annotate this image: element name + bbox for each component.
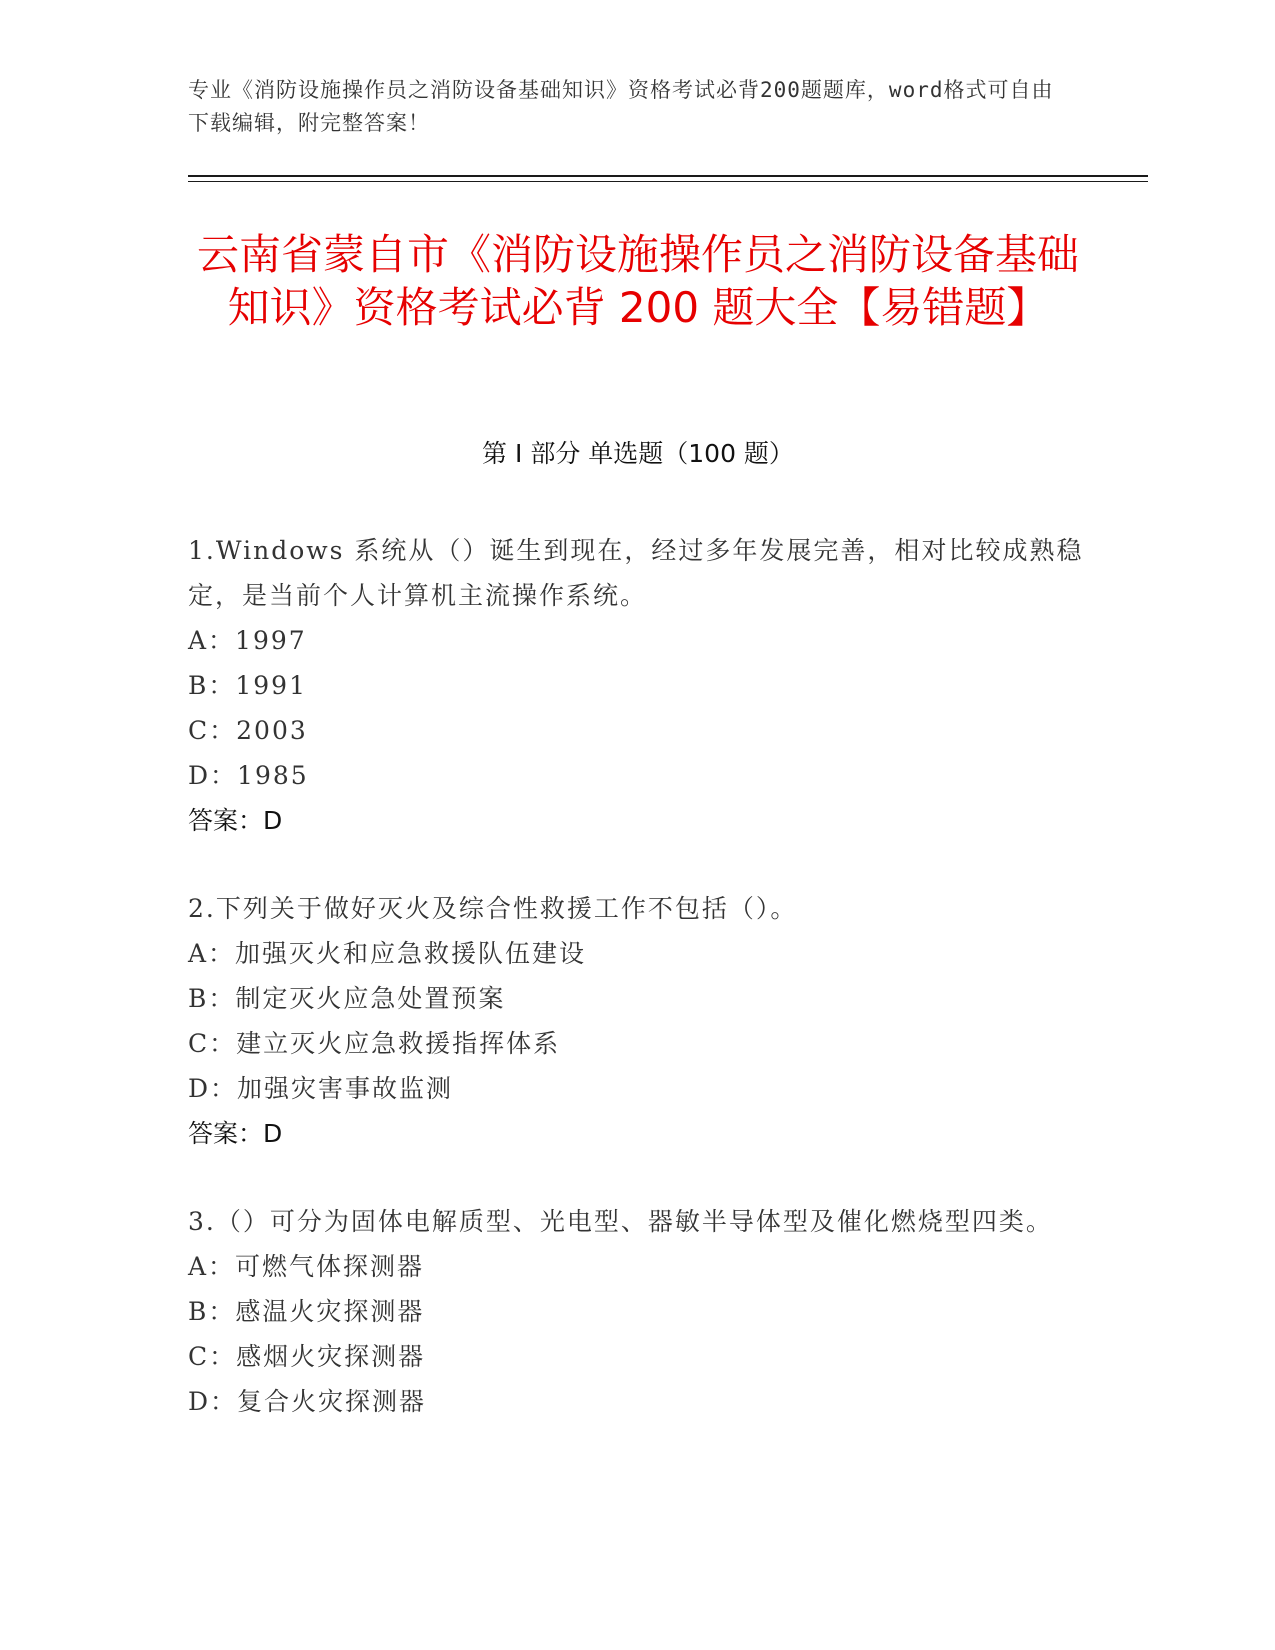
question-stem: 3.（）可分为固体电解质型、光电型、器敏半导体型及催化燃烧型四类。 <box>188 1207 1053 1236</box>
question-stem: 2.下列关于做好灭火及综合性救援工作不包括（）。 <box>188 894 798 923</box>
option-d: D：复合火灾探测器 <box>188 1387 427 1416</box>
option-a: A：可燃气体探测器 <box>188 1252 425 1281</box>
question-3 <box>188 1199 1088 1424</box>
question-list <box>188 528 1088 1467</box>
question-stem: 1.Windows 系统从（）诞生到现在，经过多年发展完善，相对比较成熟稳定，是当前个人计算机主流操作系统。 <box>188 536 1084 610</box>
header-note: 专业《消防设施操作员之消防设备基础知识》资格考试必背200题题库，word格式可自由下载编辑，附完整答案！ <box>188 78 1054 135</box>
header-divider-thin <box>188 181 1148 182</box>
option-c: C：建立灭火应急救援指挥体系 <box>188 1029 561 1058</box>
answer: 答案：D <box>188 806 283 835</box>
option-d: D：1985 <box>188 761 309 790</box>
option-b: B：感温火灾探测器 <box>188 1297 425 1326</box>
header-divider <box>188 175 1148 177</box>
option-a: A：1997 <box>188 626 307 655</box>
option-b: B：1991 <box>188 671 307 700</box>
question-1 <box>188 528 1088 843</box>
section-heading: 第 I 部分 单选题（100 题） <box>482 439 794 468</box>
option-c: C：2003 <box>188 716 308 745</box>
option-a: A：加强灭火和应急救援队伍建设 <box>188 939 587 968</box>
option-b: B：制定灭火应急处置预案 <box>188 984 506 1013</box>
document-title: 云南省蒙自市《消防设施操作员之消防设备基础知识》资格考试必背 200 题大全【易错题】 <box>196 230 1079 332</box>
answer: 答案：D <box>188 1119 283 1148</box>
option-c: C：感烟火灾探测器 <box>188 1342 426 1371</box>
question-2 <box>188 886 1088 1156</box>
option-d: D：加强灾害事故监测 <box>188 1074 454 1103</box>
